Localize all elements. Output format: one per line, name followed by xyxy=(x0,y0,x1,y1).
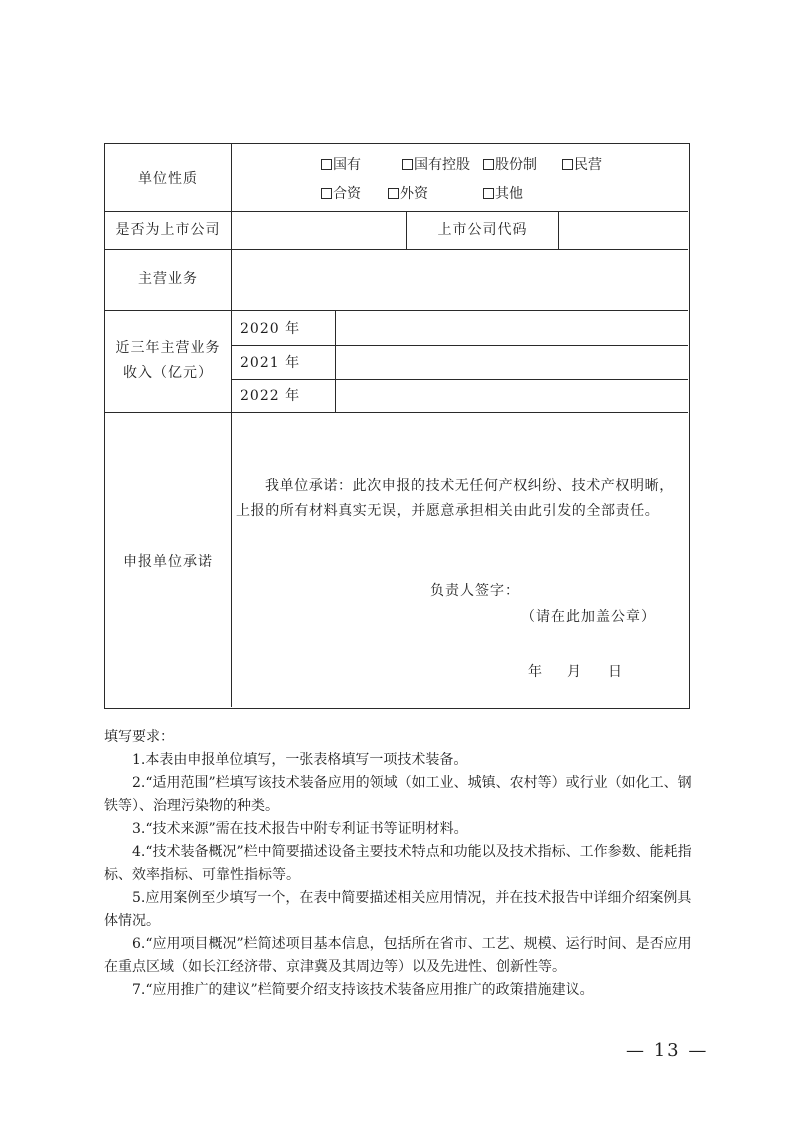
row-divider xyxy=(105,310,688,311)
note-item: 1.本表由申报单位填写，一张表格填写一项技术装备。 xyxy=(132,752,468,768)
nature-option-joint-stock[interactable]: 股份制 xyxy=(483,154,537,174)
nature-option-foreign[interactable]: 外资 xyxy=(388,183,428,203)
checkbox-icon[interactable] xyxy=(321,159,332,170)
date-month: 月 xyxy=(567,664,582,680)
checkbox-icon[interactable] xyxy=(483,159,494,170)
revenue-2020-field[interactable] xyxy=(337,312,687,344)
revenue-2022-field[interactable] xyxy=(337,381,687,411)
pledge-text-line2: 上报的所有材料真实无误，并愿意承担相关由此引发的全部责任。 xyxy=(236,503,660,519)
revenue-2021-field[interactable] xyxy=(337,347,687,378)
year-2022-label: 2022 年 xyxy=(240,388,301,404)
business-label: 主营业务 xyxy=(138,271,198,287)
business-field[interactable] xyxy=(232,252,687,309)
notes-title: 填写要求： xyxy=(104,729,174,745)
checkbox-icon[interactable] xyxy=(388,188,399,199)
revenue-label-line1: 近三年主营业务 xyxy=(115,340,221,356)
filling-instructions xyxy=(104,726,694,1002)
application-form-table xyxy=(104,143,690,709)
nature-option-joint-venture[interactable]: 合资 xyxy=(321,183,361,203)
note-item: 2.“适用范围”栏填写该技术装备应用的领域（如工业、城镇、农村等）或行业（如化工、钢铁等）、治理污染物的种类。 xyxy=(104,775,692,814)
listed-code-label: 上市公司代码 xyxy=(437,222,528,238)
row-divider xyxy=(231,379,688,380)
checkbox-icon[interactable] xyxy=(483,188,494,199)
note-item: 4.“技术装备概况”栏中简要描述设备主要技术特点和功能以及技术指标、工作参数、能耗指标、效率指标、可靠性指标等。 xyxy=(104,844,692,883)
listed-code-field[interactable] xyxy=(559,214,687,248)
listed-value-field[interactable] xyxy=(232,214,406,248)
note-item: 7.“应用推广的建议”栏简要介绍支持该技术装备应用推广的政策措施建议。 xyxy=(132,982,594,998)
revenue-label-line2: 收入（亿元） xyxy=(123,365,213,381)
date-day: 日 xyxy=(608,664,623,680)
row-divider xyxy=(105,412,688,413)
row-divider xyxy=(105,211,688,212)
checkbox-icon[interactable] xyxy=(321,188,332,199)
listed-label: 是否为上市公司 xyxy=(115,222,221,238)
page-number: — 13 — xyxy=(626,1040,709,1061)
pledge-text-line1: 我单位承诺：此次申报的技术无任何产权纠纷、技术产权明晰， xyxy=(265,478,674,494)
seal-note: （请在此加盖公章） xyxy=(521,609,656,625)
date-year: 年 xyxy=(528,664,543,680)
note-item: 5.应用案例至少填写一个，在表中简要描述相关应用情况，并在技术报告中详细介绍案例具体情况。 xyxy=(104,890,692,929)
note-item: 3.“技术来源”需在技术报告中附专利证书等证明材料。 xyxy=(132,821,468,837)
row-divider xyxy=(105,249,688,250)
nature-option-state-owned[interactable]: 国有 xyxy=(321,154,361,174)
checkbox-icon[interactable] xyxy=(402,159,413,170)
note-item: 6.“应用项目概况”栏简述项目基本信息，包括所在省市、工艺、规模、运行时间、是否应用在重点区域（如长江经济带、京津冀及其周边等）以及先进性、创新性等。 xyxy=(104,936,692,975)
row-divider xyxy=(231,345,688,346)
column-divider xyxy=(335,310,336,412)
checkbox-icon[interactable] xyxy=(562,159,573,170)
pledge-label: 申报单位承诺 xyxy=(123,554,213,570)
year-2021-label: 2021 年 xyxy=(240,355,301,371)
nature-label: 单位性质 xyxy=(138,171,198,187)
nature-option-private[interactable]: 民营 xyxy=(562,154,602,174)
nature-option-state-controlled[interactable]: 国有控股 xyxy=(402,154,470,174)
signature-label: 负责人签字： xyxy=(430,583,520,599)
nature-option-other[interactable]: 其他 xyxy=(483,183,523,203)
year-2020-label: 2020 年 xyxy=(240,321,301,337)
